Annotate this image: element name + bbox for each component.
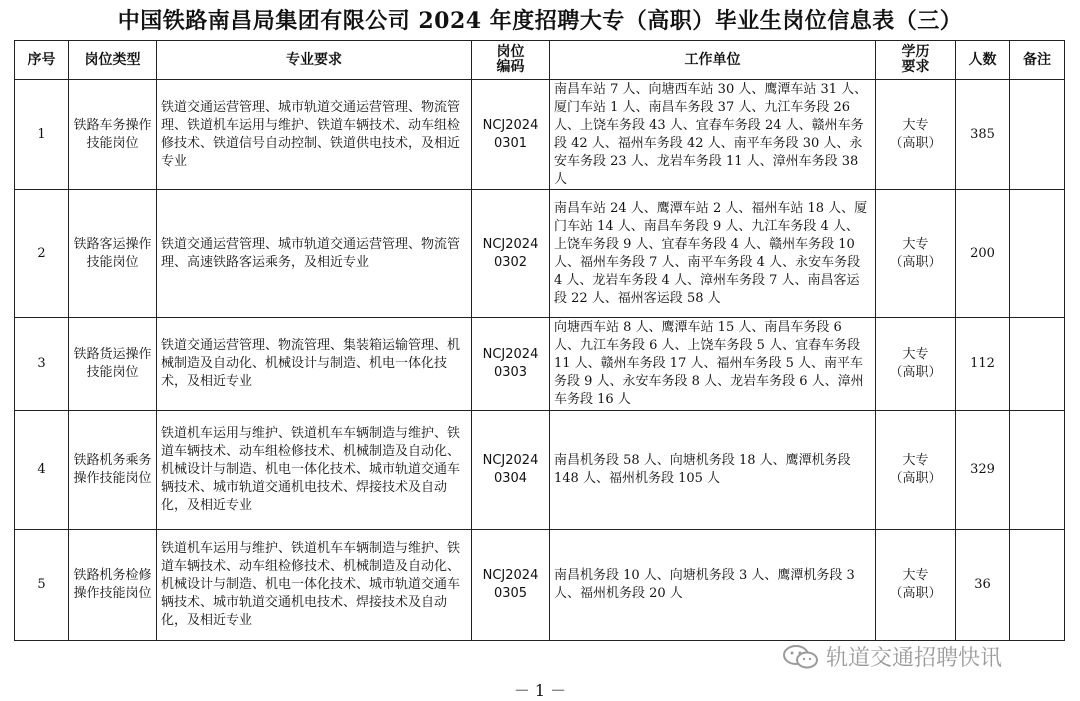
cell-major: 铁道交通运营管理、城市轨道交通运营管理、物流管理、铁道机车运用与维护、铁道车辆技术、动车组检修技术、铁道信号自动控制、铁道供电技术，及相近专业 — [157, 80, 472, 190]
table-row — [15, 190, 1065, 318]
header-edu-line1: 学历 — [901, 44, 930, 60]
cell-edu-line2: （高职） — [889, 254, 942, 270]
cell-note — [1010, 80, 1065, 190]
cell-unit: 南昌车站 24 人、鹰潭车站 2 人、福州车站 18 人、厦门车站 14 人、南昌车务段 9 人、九江车务段 4 人、上饶车务段 9 人、宜春车务段 4 人、赣州车务段 10 人、福州车务段 7 人、南平车务段 4 人、永安车务段 4 人、龙岩车务段 4 人、漳州车务段 7 人、南昌客运段 22 人、福州客运段 58 人 — [550, 190, 876, 318]
cell-major: 铁道机车运用与维护、铁道机车车辆制造与维护、铁道车辆技术、动车组检修技术、机械制造及自动化、机械设计与制造、机电一体化技术、城市轨道交通车辆技术、城市轨道交通机电技术、焊接技术及自动化，及相近专业 — [157, 411, 472, 530]
table-row — [15, 411, 1065, 530]
cell-count: 329 — [956, 411, 1010, 530]
cell-code-line1: NCJ2024 — [482, 453, 539, 468]
cell-edu — [876, 411, 956, 530]
cell-count: 36 — [956, 530, 1010, 641]
cell-type: 铁路机务乘务操作技能岗位 — [69, 411, 157, 530]
cell-type: 铁路车务操作技能岗位 — [69, 80, 157, 190]
cell-type: 铁路货运操作技能岗位 — [69, 318, 157, 411]
cell-code — [472, 318, 550, 411]
cell-edu — [876, 530, 956, 641]
table-row — [15, 80, 1065, 190]
cell-seq: 3 — [15, 318, 69, 411]
cell-note — [1010, 411, 1065, 530]
cell-edu — [876, 318, 956, 411]
header-major: 专业要求 — [157, 41, 472, 80]
cell-unit: 向塘西车站 8 人、鹰潭车站 15 人、南昌车务段 6 人、九江车务段 6 人、上饶车务段 5 人、宜春车务段 11 人、赣州车务段 17 人、福州车务段 5 人、南平车务段 9 人、永安车务段 8 人、龙岩车务段 6 人、漳州车务段 16 人 — [550, 318, 876, 411]
cell-code-line2: 0302 — [493, 254, 528, 270]
cell-major: 铁道机车运用与维护、铁道机车车辆制造与维护、铁道车辆技术、动车组检修技术、机械制造及自动化、机械设计与制造、机电一体化技术、城市轨道交通车辆技术、城市轨道交通机电技术、焊接技术及自动化，及相近专业 — [157, 530, 472, 641]
cell-seq: 1 — [15, 80, 69, 190]
cell-edu-line1: 大专 — [902, 236, 929, 252]
cell-count: 200 — [956, 190, 1010, 318]
header-edu-line2: 要求 — [901, 59, 930, 75]
cell-code-line2: 0305 — [493, 586, 528, 601]
cell-count: 385 — [956, 80, 1010, 190]
cell-edu-line1: 大专 — [902, 117, 929, 133]
cell-type: 铁路客运操作技能岗位 — [69, 190, 157, 318]
table-row — [15, 318, 1065, 411]
header-code-line1: 岗位 — [496, 44, 525, 60]
table-header-row — [15, 41, 1065, 80]
header-note: 备注 — [1010, 41, 1065, 80]
cell-code-line1: NCJ2024 — [482, 117, 539, 133]
cell-code-line2: 0303 — [493, 365, 528, 380]
header-type: 岗位类型 — [69, 41, 157, 80]
cell-edu-line1: 大专 — [902, 347, 929, 362]
cell-code-line1: NCJ2024 — [482, 347, 539, 362]
cell-seq: 4 — [15, 411, 69, 530]
cell-seq: 2 — [15, 190, 69, 318]
cell-code-line1: NCJ2024 — [482, 568, 539, 583]
cell-edu-line2: （高职） — [889, 471, 942, 486]
cell-note — [1010, 530, 1065, 641]
cell-edu-line1: 大专 — [902, 453, 929, 468]
cell-code-line2: 0304 — [493, 471, 528, 486]
header-unit: 工作单位 — [550, 41, 876, 80]
cell-unit: 南昌机务段 58 人、向塘机务段 18 人、鹰潭机务段 148 人、福州机务段 105 人 — [550, 411, 876, 530]
page-number: － 1 － — [513, 681, 567, 700]
cell-seq: 5 — [15, 530, 69, 641]
header-count: 人数 — [956, 41, 1010, 80]
cell-edu-line2: （高职） — [889, 365, 942, 380]
cell-note — [1010, 318, 1065, 411]
document-title: 中国铁路南昌局集团有限公司 2024 年度招聘大专（高职）毕业生岗位信息表（三） — [117, 8, 963, 34]
header-seq: 序号 — [15, 41, 69, 80]
cell-code — [472, 530, 550, 641]
cell-count: 112 — [956, 318, 1010, 411]
cell-code-line1: NCJ2024 — [482, 236, 539, 252]
cell-code — [472, 80, 550, 190]
cell-unit: 南昌车站 7 人、向塘西车站 30 人、鹰潭车站 31 人、厦门车站 1 人、南昌车务段 37 人、九江车务段 26 人、上饶车务段 43 人、宜春车务段 24 人、赣州车务段 42 人、福州车务段 42 人、南平车务段 30 人、永安车务段 23 人、龙岩车务段 11 人、漳州车务段 38 人 — [550, 80, 876, 190]
cell-unit: 南昌机务段 10 人、向塘机务段 3 人、鹰潭机务段 3 人、福州机务段 20 人 — [550, 530, 876, 641]
watermark — [782, 641, 1002, 672]
cell-code — [472, 190, 550, 318]
cell-type: 铁路机务检修操作技能岗位 — [69, 530, 157, 641]
cell-major: 铁道交通运营管理、物流管理、集装箱运输管理、机械制造及自动化、机械设计与制造、机电一体化技术，及相近专业 — [157, 318, 472, 411]
job-info-table — [14, 40, 1065, 641]
header-edu — [876, 41, 956, 80]
wechat-icon — [782, 644, 820, 670]
cell-note — [1010, 190, 1065, 318]
cell-edu-line2: （高职） — [889, 135, 942, 151]
header-code-line2: 编码 — [496, 59, 525, 75]
header-code — [472, 41, 550, 80]
cell-code-line2: 0301 — [493, 135, 528, 151]
cell-edu-line1: 大专 — [902, 568, 929, 583]
cell-edu-line2: （高职） — [889, 586, 942, 601]
table-row — [15, 530, 1065, 641]
watermark-text: 轨道交通招聘快讯 — [826, 646, 1003, 671]
cell-edu — [876, 80, 956, 190]
cell-code — [472, 411, 550, 530]
cell-major: 铁道交通运营管理、城市轨道交通运营管理、物流管理、高速铁路客运乘务，及相近专业 — [157, 190, 472, 318]
cell-edu — [876, 190, 956, 318]
